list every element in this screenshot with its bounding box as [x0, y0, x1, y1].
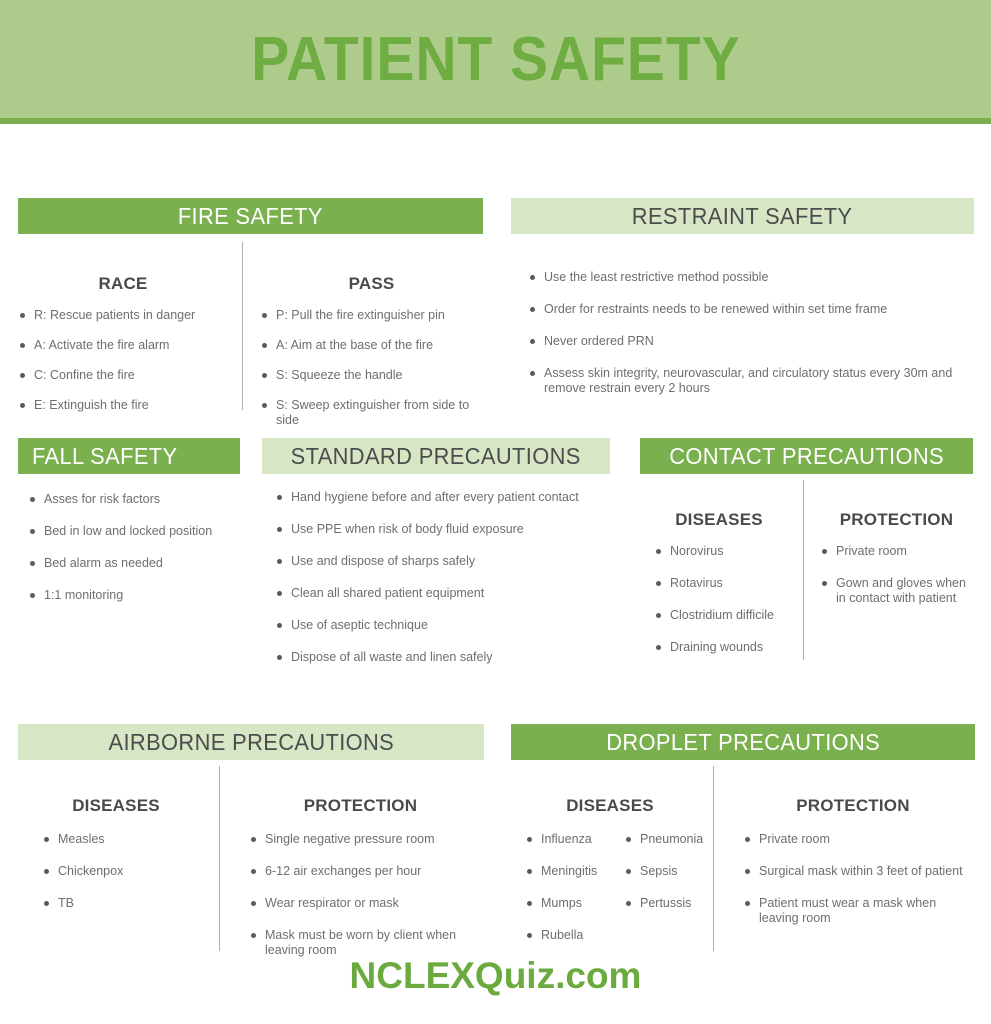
header-divider — [0, 118, 991, 124]
list-item: Private room — [820, 544, 973, 559]
list-item: S: Squeeze the handle — [260, 368, 483, 383]
list-item: Single negative pressure room — [249, 832, 484, 847]
contact-diseases-list — [640, 544, 798, 655]
contact-precautions-header-bar — [640, 438, 973, 474]
contact-diseases-heading: DISEASES — [675, 510, 763, 529]
contact-precautions-title: CONTACT PRECAUTIONS — [669, 442, 944, 469]
restraint-safety-title: RESTRAINT SAFETY — [632, 202, 853, 229]
list-item: Assess skin integrity, neurovascular, and circulatory status every 30m and remove restrain every 2 hours — [528, 366, 958, 396]
list-item: P: Pull the fire extinguisher pin — [260, 308, 483, 323]
list-item: S: Sweep extinguisher from side to side — [260, 398, 483, 428]
list-item: Mask must be worn by client when leaving room — [249, 928, 484, 958]
card-droplet-precautions — [511, 724, 975, 955]
droplet-protection-list — [731, 832, 975, 926]
airborne-precautions-header-bar — [18, 724, 484, 760]
page-header — [0, 0, 991, 118]
list-item: Use PPE when risk of body fluid exposure — [275, 522, 620, 537]
fall-safety-list — [28, 492, 263, 603]
droplet-diseases-heading: DISEASES — [566, 796, 654, 815]
list-item: A: Activate the fire alarm — [18, 338, 228, 353]
list-item: Order for restraints needs to be renewed within set time frame — [528, 302, 958, 317]
footer — [0, 955, 991, 997]
fall-safety-header-bar — [18, 438, 240, 474]
list-item: Mumps — [525, 896, 610, 911]
race-heading: RACE — [98, 274, 148, 293]
restraint-safety-header-bar — [511, 198, 974, 234]
list-item: Bed alarm as needed — [28, 556, 263, 571]
card-fire-safety — [18, 198, 483, 427]
list-item: R: Rescue patients in danger — [18, 308, 228, 323]
card-restraint-safety — [511, 198, 974, 413]
restraint-safety-list — [528, 270, 958, 396]
list-item: Wear respirator or mask — [249, 896, 484, 911]
list-item: E: Extinguish the fire — [18, 398, 228, 413]
contact-protection-heading: PROTECTION — [839, 510, 954, 529]
list-item: Rubella — [525, 928, 610, 943]
list-item: Private room — [743, 832, 975, 847]
list-item: Asses for risk factors — [28, 492, 263, 507]
list-item: Patient must wear a mask when leaving room — [743, 896, 975, 926]
list-item: Never ordered PRN — [528, 334, 958, 349]
fire-safety-header-bar — [18, 198, 483, 234]
fire-safety-divider — [242, 242, 243, 410]
list-item: Norovirus — [654, 544, 798, 559]
list-item: 6-12 air exchanges per hour — [249, 864, 484, 879]
list-item: Draining wounds — [654, 640, 798, 655]
list-item: Gown and gloves when in contact with patient — [820, 576, 973, 606]
list-item: Dispose of all waste and linen safely — [275, 650, 620, 665]
droplet-protection-heading: PROTECTION — [796, 796, 910, 815]
standard-precautions-header-bar — [262, 438, 610, 474]
droplet-diseases-list-col1 — [511, 832, 610, 960]
list-item: Measles — [42, 832, 214, 847]
droplet-precautions-divider — [713, 766, 714, 951]
fire-safety-title: FIRE SAFETY — [177, 202, 324, 229]
list-item: Chickenpox — [42, 864, 214, 879]
airborne-precautions-divider — [219, 766, 220, 951]
list-item: Clostridium difficile — [654, 608, 798, 623]
airborne-protection-heading: PROTECTION — [303, 796, 418, 815]
contact-protection-list — [820, 544, 973, 606]
airborne-precautions-title: AIRBORNE PRECAUTIONS — [108, 728, 394, 755]
fall-safety-title: FALL SAFETY — [32, 442, 178, 469]
list-item: Use of aseptic technique — [275, 618, 620, 633]
standard-precautions-list — [275, 490, 620, 665]
list-item: C: Confine the fire — [18, 368, 228, 383]
list-item: Surgical mask within 3 feet of patient — [743, 864, 975, 879]
list-item: Use the least restrictive method possible — [528, 270, 958, 285]
airborne-diseases-list — [18, 832, 214, 911]
list-item: 1:1 monitoring — [28, 588, 263, 603]
card-contact-precautions — [640, 438, 973, 664]
list-item: Rotavirus — [654, 576, 798, 591]
list-item: Pertussis — [624, 896, 709, 911]
race-list — [18, 308, 228, 413]
airborne-protection-list — [237, 832, 484, 958]
droplet-diseases-list-col2 — [610, 832, 709, 960]
list-item: Sepsis — [624, 864, 709, 879]
list-item: Hand hygiene before and after every patient contact — [275, 490, 620, 505]
list-item: Clean all shared patient equipment — [275, 586, 620, 601]
page-title: PATIENT SAFETY — [250, 24, 741, 94]
standard-precautions-title: STANDARD PRECAUTIONS — [290, 442, 582, 469]
card-fall-safety — [18, 438, 240, 620]
site-brand[interactable]: NCLEXQuiz.com — [349, 955, 642, 996]
droplet-precautions-title: DROPLET PRECAUTIONS — [606, 728, 880, 755]
list-item: TB — [42, 896, 214, 911]
list-item: Pneumonia — [624, 832, 709, 847]
pass-heading: PASS — [348, 274, 395, 293]
droplet-precautions-header-bar — [511, 724, 975, 760]
airborne-diseases-heading: DISEASES — [72, 796, 160, 815]
list-item: A: Aim at the base of the fire — [260, 338, 483, 353]
card-airborne-precautions — [18, 724, 484, 955]
pass-list — [260, 308, 483, 428]
list-item: Meningitis — [525, 864, 610, 879]
contact-precautions-divider — [803, 480, 804, 660]
list-item: Influenza — [525, 832, 610, 847]
card-standard-precautions — [262, 438, 610, 682]
list-item: Use and dispose of sharps safely — [275, 554, 620, 569]
list-item: Bed in low and locked position — [28, 524, 263, 539]
